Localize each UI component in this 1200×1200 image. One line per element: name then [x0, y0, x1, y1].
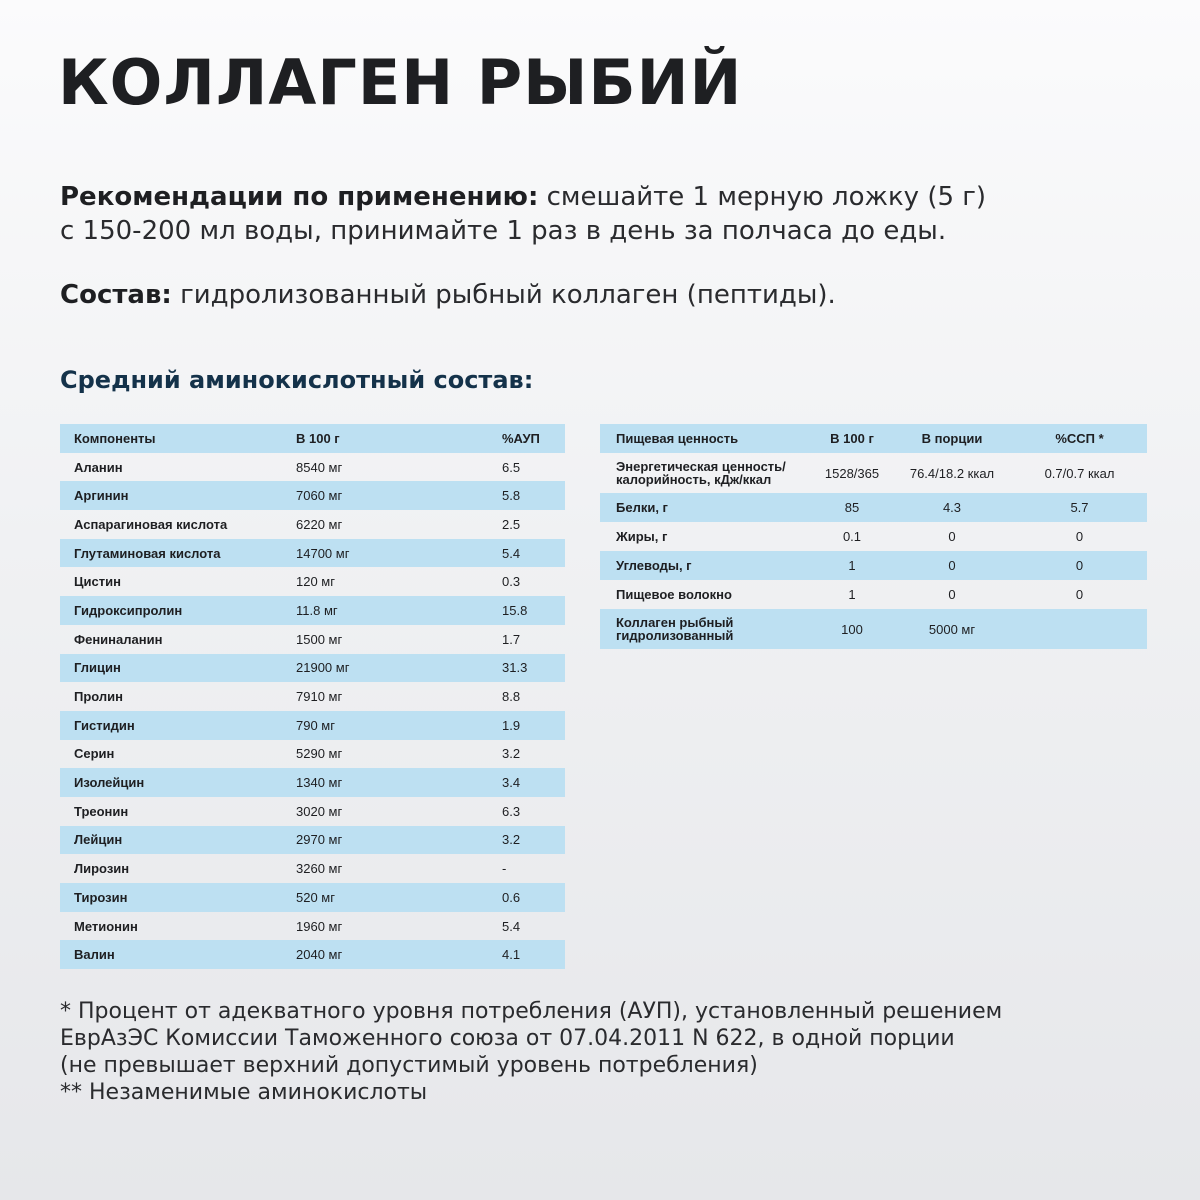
- amino-row: [60, 596, 565, 625]
- amino-acid-table: [60, 424, 565, 969]
- nutrition-name-line2: гидролизованный: [616, 628, 734, 643]
- amino-row: [60, 797, 565, 826]
- amino-pct: -: [502, 861, 507, 877]
- amino-pct: 2.5: [502, 516, 521, 532]
- amino-pct: 5.4: [502, 918, 521, 934]
- amino-pct: 6.3: [502, 803, 521, 819]
- nutrition-name: [600, 580, 812, 609]
- nutrition-per-100g: 1528/365: [824, 465, 880, 481]
- amino-pct: 1.7: [502, 631, 521, 647]
- amino-row: [60, 711, 565, 740]
- nutrition-row: [600, 609, 1147, 649]
- header-pct-ssp: %ССП *: [1012, 424, 1147, 453]
- amino-pct: 5.8: [478, 481, 565, 510]
- amino-amount: 14700 мг: [278, 539, 478, 568]
- amino-amount: 2040 мг: [278, 940, 478, 969]
- nutrition-pct: 5.7: [1012, 493, 1147, 522]
- amino-name: Треонин: [74, 803, 129, 819]
- composition-text: гидролизованный рыбный коллаген (пептиды).: [171, 280, 836, 310]
- amino-amount: 21900 мг: [278, 654, 478, 683]
- amino-name: Серин: [74, 746, 115, 762]
- nutrition-name-line1: Коллаген рыбный: [616, 615, 734, 630]
- nutrition-name: [600, 453, 812, 493]
- amino-name: Тирозин: [60, 883, 278, 912]
- amino-row: [60, 854, 565, 883]
- amino-pct: 3.2: [502, 746, 521, 762]
- amino-row: [60, 510, 565, 539]
- amino-amount: 520 мг: [278, 883, 478, 912]
- nutrition-name-line1: Жиры, г: [616, 529, 668, 544]
- nutrition-pct: 0: [1075, 529, 1084, 544]
- usage-paragraph: [60, 180, 986, 248]
- amino-pct: 8.8: [502, 689, 521, 705]
- nutrition-name-line1: Энергетическая ценность/: [616, 459, 786, 474]
- nutrition-name: [600, 609, 812, 649]
- nutrition-name: [600, 551, 812, 580]
- header-pct: %АУП: [478, 424, 565, 453]
- amino-name: Пролин: [74, 689, 124, 705]
- nutrition-name-line1: Белки, г: [616, 500, 668, 515]
- nutrition-portion: 4.3: [892, 493, 1012, 522]
- nutrition-table: [600, 424, 1147, 649]
- amino-row: [60, 740, 565, 769]
- nutrition-pct: [1012, 609, 1147, 649]
- nutrition-portion: 0: [948, 587, 956, 602]
- nutrition-row: [600, 453, 1147, 493]
- nutrition-pct: 0: [1012, 551, 1147, 580]
- amino-name: Валин: [60, 940, 278, 969]
- amino-pct: 4.1: [478, 940, 565, 969]
- amino-row: [60, 453, 565, 482]
- header-per-100g: В 100 г: [278, 424, 478, 453]
- nutrition-per-100g: 1: [812, 551, 892, 580]
- amino-row: [60, 539, 565, 568]
- nutrition-portion: 0: [948, 529, 956, 544]
- nutrition-portion: 0: [892, 551, 1012, 580]
- nutrition-name-line2: калорийность, кДж/ккал: [616, 472, 772, 487]
- amino-row: [60, 826, 565, 855]
- amino-name: Метионин: [74, 918, 138, 934]
- amino-row: [60, 682, 565, 711]
- nutrition-per-100g: 1: [848, 587, 856, 602]
- amino-amount: 8540 мг: [296, 459, 343, 475]
- amino-name: Аргинин: [60, 481, 278, 510]
- nutrition-row: [600, 522, 1147, 551]
- amino-name: Глицин: [60, 654, 278, 683]
- amino-row: [60, 654, 565, 683]
- nutrition-name-line1: Пищевое волокно: [616, 587, 732, 602]
- amino-pct: 0.3: [502, 574, 521, 590]
- nutrition-portion: 76.4/18.2 ккал: [909, 465, 995, 481]
- amino-pct: 6.5: [502, 459, 521, 475]
- amino-pct: 1.9: [478, 711, 565, 740]
- amino-amount: 120 мг: [296, 574, 335, 590]
- nutrition-row: [600, 493, 1147, 522]
- nutrition-row: [600, 580, 1147, 609]
- nutrition-row: [600, 551, 1147, 580]
- amino-name: Аланин: [74, 459, 123, 475]
- footnote-line: (не превышает верхний допустимый уровень потребления): [60, 1053, 758, 1078]
- amino-row: [60, 912, 565, 941]
- amino-name: Лирозин: [74, 861, 130, 877]
- amino-amount: 1340 мг: [278, 768, 478, 797]
- amino-row: [60, 940, 565, 969]
- nutrition-per-100g: 100: [812, 609, 892, 649]
- amino-amount: 5290 мг: [296, 746, 343, 762]
- amino-amount: 11.8 мг: [278, 596, 478, 625]
- amino-row: [60, 567, 565, 596]
- amino-pct: 31.3: [478, 654, 565, 683]
- nutrition-pct: 0: [1075, 587, 1084, 602]
- footnote-line: * Процент от адекватного уровня потребления (АУП), установленный решением: [60, 999, 1003, 1024]
- amino-row: [60, 768, 565, 797]
- amino-amount: 6220 мг: [296, 516, 343, 532]
- header-per-100g: В 100 г: [812, 424, 892, 453]
- amino-pct: 3.4: [478, 768, 565, 797]
- amino-amount: 3020 мг: [296, 803, 343, 819]
- amino-row: [60, 883, 565, 912]
- amino-name: Лейцин: [60, 826, 278, 855]
- amino-amount: 1960 мг: [296, 918, 343, 934]
- amino-pct: 5.4: [478, 539, 565, 568]
- footnote-line: ** Незаменимые аминокислоты: [60, 1080, 428, 1105]
- amino-amount: 790 мг: [278, 711, 478, 740]
- nutrition-pct: 0.7/0.7 ккал: [1044, 465, 1115, 481]
- page-title: КОЛЛАГЕН РЫБИЙ: [58, 46, 743, 119]
- amino-name: Глутаминовая кислота: [60, 539, 278, 568]
- amino-amount: 2970 мг: [278, 826, 478, 855]
- usage-label: Рекомендации по применению:: [60, 182, 539, 212]
- amino-name: Цистин: [74, 574, 121, 590]
- amino-pct: 15.8: [478, 596, 565, 625]
- composition-label: Состав:: [60, 280, 172, 310]
- amino-row: [60, 625, 565, 654]
- nutrition-portion: 5000 мг: [892, 609, 1012, 649]
- nutrition-table-header: [600, 424, 1147, 453]
- header-portion: В порции: [892, 424, 1012, 453]
- amino-name: Гистидин: [60, 711, 278, 740]
- usage-text-line2: с 150-200 мл воды, принимайте 1 раз в день за полчаса до еды.: [60, 216, 947, 246]
- amino-name: Фениналанин: [74, 631, 163, 647]
- amino-row: [60, 481, 565, 510]
- usage-text-line1: смешайте 1 мерную ложку (5 г): [538, 182, 987, 212]
- amino-amount: 1500 мг: [296, 631, 343, 647]
- amino-pct: 3.2: [478, 826, 565, 855]
- amino-heading: Средний аминокислотный состав:: [60, 366, 534, 394]
- amino-table-header: [60, 424, 565, 453]
- nutrition-per-100g: 85: [812, 493, 892, 522]
- amino-name: Аспарагиновая кислота: [74, 516, 228, 532]
- header-components: Компоненты: [60, 424, 278, 453]
- amino-name: Гидроксипролин: [60, 596, 278, 625]
- footnotes: [60, 998, 1002, 1106]
- amino-amount: 7910 мг: [296, 689, 343, 705]
- nutrition-name: [600, 522, 812, 551]
- footnote-line: ЕврАзЭС Комиссии Таможенного союза от 07.04.2011 N 622, в одной порции: [60, 1026, 955, 1051]
- amino-name: Изолейцин: [60, 768, 278, 797]
- nutrition-name-line1: Углеводы, г: [616, 558, 692, 573]
- header-nutrition-value: Пищевая ценность: [600, 424, 812, 453]
- amino-amount: 7060 мг: [278, 481, 478, 510]
- composition-paragraph: [60, 278, 836, 312]
- nutrition-per-100g: 0.1: [842, 529, 862, 544]
- amino-pct: 0.6: [478, 883, 565, 912]
- nutrition-name: [600, 493, 812, 522]
- amino-amount: 3260 мг: [296, 861, 343, 877]
